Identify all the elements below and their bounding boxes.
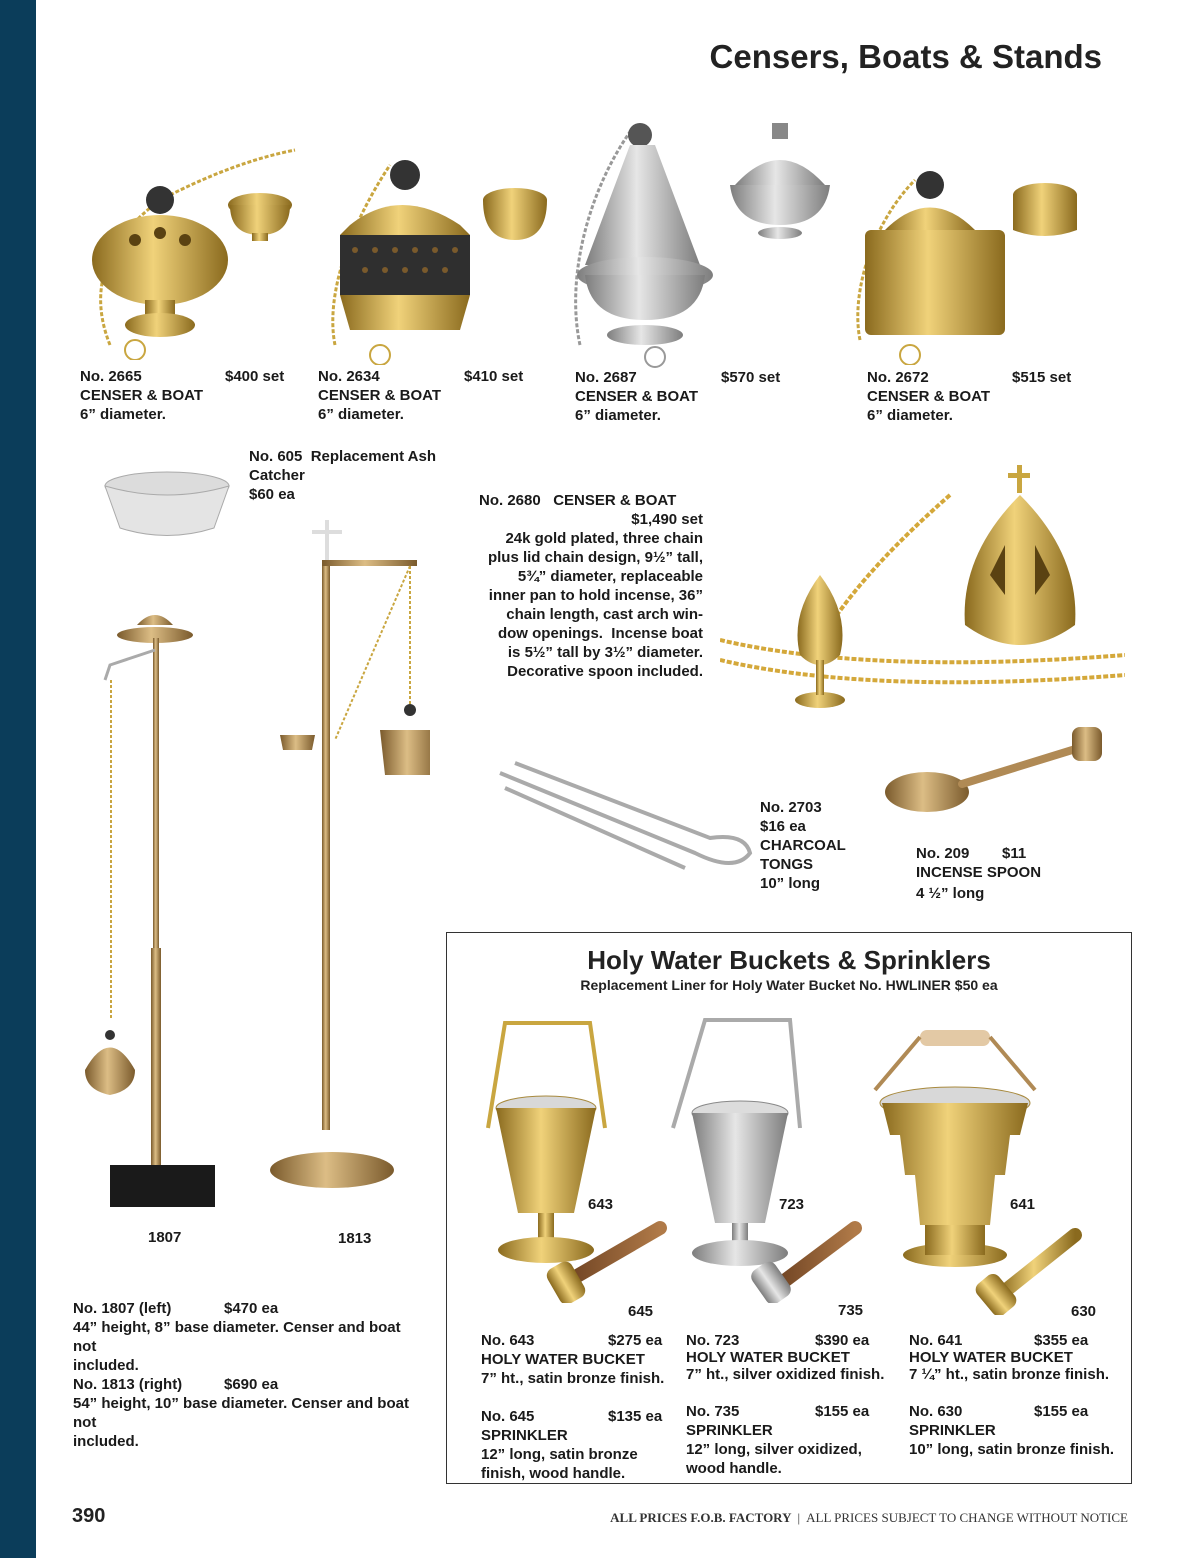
page-number: 390 <box>72 1505 106 1527</box>
tongs-desc: 10” long <box>760 875 821 892</box>
sprinkler-735-desc-1: 12” long, silver oxidized, <box>686 1441 862 1458</box>
spoon-name: INCENSE SPOON <box>916 864 1042 881</box>
censer-2665-desc: 6” diameter. <box>80 406 166 423</box>
charcoal-tongs-image <box>495 758 755 876</box>
censer-2687-desc: 6” diameter. <box>575 407 661 424</box>
stand-1807-desc-2: not <box>73 1338 97 1355</box>
sprinkler-735-price: $155 ea <box>815 1403 870 1420</box>
censer-2680-desc-2: plus lid chain design, 9½” tall, <box>487 549 703 566</box>
sprinkler-630-number: No. 630 <box>909 1403 963 1420</box>
censer-2680-desc-1: 24k gold plated, three chain <box>505 530 703 547</box>
bucket-643-desc: 7” ht., satin bronze finish. <box>481 1370 665 1387</box>
bucket-723-image <box>665 1018 865 1303</box>
censer-2680-image <box>720 465 1125 715</box>
sprinkler-735-desc-2: wood handle. <box>686 1460 782 1477</box>
censer-2680-desc-3: 5¾” diameter, replaceable <box>517 568 703 585</box>
stand-1813-image <box>270 515 430 1205</box>
sprinkler-645-label: 645 <box>628 1303 654 1320</box>
holy-water-title: Holy Water Buckets & Sprinklers <box>587 945 991 975</box>
bucket-643-image <box>470 1018 670 1303</box>
ash-catcher-line2: Catcher <box>249 467 305 484</box>
footer-note <box>610 1510 1128 1526</box>
censer-2672-desc: 6” diameter. <box>867 407 953 424</box>
sprinkler-645-desc-2: finish, wood handle. <box>481 1465 626 1482</box>
tongs-name-1: CHARCOAL <box>760 837 846 854</box>
censer-2665-price: $400 set <box>225 368 285 385</box>
censer-2680-desc-8: Decorative spoon included. <box>507 663 703 680</box>
stand-1807-image <box>75 590 235 1210</box>
stand-1807-number: No. 1807 (left) <box>73 1300 172 1317</box>
stand-1807-price: $470 ea <box>224 1300 279 1317</box>
stand-1807-desc-3: included. <box>73 1357 139 1374</box>
spoon-price: $11 <box>1002 845 1027 862</box>
bucket-641-number: No. 641 <box>909 1332 963 1349</box>
censer-2665-number: No. 2665 <box>80 368 142 385</box>
tongs-name-2: TONGS <box>760 856 814 873</box>
bucket-723-desc: 7” ht., silver oxidized finish. <box>686 1366 885 1383</box>
bucket-641-label: 641 <box>1010 1196 1036 1213</box>
sprinkler-630-price: $155 ea <box>1034 1403 1089 1420</box>
bucket-641-image <box>870 1025 1090 1315</box>
bucket-641-desc: 7 ¼” ht., satin bronze finish. <box>909 1366 1110 1383</box>
incense-spoon-image <box>882 722 1112 817</box>
censer-2680-desc-6: dow openings. Incense boat <box>497 625 703 642</box>
stand-1813-price: $690 ea <box>224 1376 279 1393</box>
bucket-643-price: $275 ea <box>608 1332 663 1349</box>
censer-2680-heading: No. 2680 CENSER & BOAT <box>479 492 677 509</box>
ash-catcher-line1: No. 605 Replacement Ash <box>249 448 437 465</box>
ash-catcher-price: $60 ea <box>249 486 295 503</box>
holy-water-subtitle: Replacement Liner for Holy Water Bucket No. HWLINER $50 ea <box>580 977 998 993</box>
bucket-643-name: HOLY WATER BUCKET <box>481 1351 645 1368</box>
censer-2665-image <box>80 145 310 360</box>
spoon-desc: 4 ½” long <box>916 885 985 902</box>
censer-2680-price: $1,490 set <box>631 511 703 528</box>
censer-2672-name: CENSER & BOAT <box>867 388 991 405</box>
stand-1813-desc-1: 54” height, 10” base diameter. Censer and boat <box>73 1395 409 1412</box>
stand-1807-desc-1: 44” height, 8” base diameter. Censer and boat <box>73 1319 401 1336</box>
censer-2687-name: CENSER & BOAT <box>575 388 699 405</box>
censer-2687-image <box>560 115 840 370</box>
footer-right: ALL PRICES SUBJECT TO CHANGE WITHOUT NOTICE <box>806 1510 1128 1525</box>
sprinkler-630-name: SPRINKLER <box>909 1422 996 1439</box>
sidebar-band <box>0 0 36 1558</box>
footer-separator: | <box>797 1510 801 1525</box>
censer-2634-price: $410 set <box>464 368 524 385</box>
censer-2687-number: No. 2687 <box>575 369 637 386</box>
sprinkler-735-name: SPRINKLER <box>686 1422 773 1439</box>
censer-2634-number: No. 2634 <box>318 368 380 385</box>
censer-2634-name: CENSER & BOAT <box>318 387 442 404</box>
ash-catcher-image <box>100 468 235 543</box>
sprinkler-735-label: 735 <box>838 1302 864 1319</box>
page-title: Censers, Boats & Stands <box>709 38 1102 75</box>
sprinkler-645-name: SPRINKLER <box>481 1427 568 1444</box>
censer-2687-price: $570 set <box>721 369 781 386</box>
censer-2672-price: $515 set <box>1012 369 1072 386</box>
tongs-price: $16 ea <box>760 818 806 835</box>
censer-2672-number: No. 2672 <box>867 369 929 386</box>
bucket-643-label: 643 <box>588 1196 614 1213</box>
sprinkler-630-label: 630 <box>1071 1303 1097 1320</box>
footer-left: ALL PRICES F.O.B. FACTORY <box>610 1510 792 1525</box>
bucket-643-number: No. 643 <box>481 1332 535 1349</box>
stand-1807-label: 1807 <box>148 1229 182 1246</box>
censer-2634-desc: 6” diameter. <box>318 406 404 423</box>
stand-1813-label: 1813 <box>338 1230 372 1247</box>
spoon-number: No. 209 <box>916 845 970 862</box>
sprinkler-645-price: $135 ea <box>608 1408 663 1425</box>
sprinkler-735-number: No. 735 <box>686 1403 740 1420</box>
censer-2680-desc-7: is 5½” tall by 3½” diameter. <box>507 644 703 661</box>
censer-2665-name: CENSER & BOAT <box>80 387 204 404</box>
censer-2634-image <box>320 145 560 365</box>
bucket-723-price: $390 ea <box>815 1332 870 1349</box>
sprinkler-645-desc-1: 12” long, satin bronze <box>481 1446 638 1463</box>
censer-2680-desc-4: inner pan to hold incense, 36” <box>488 587 703 604</box>
stand-1813-number: No. 1813 (right) <box>73 1376 183 1393</box>
bucket-641-price: $355 ea <box>1034 1332 1089 1349</box>
sprinkler-630-desc-1: 10” long, satin bronze finish. <box>909 1441 1115 1458</box>
bucket-723-label: 723 <box>779 1196 805 1213</box>
sprinkler-645-number: No. 645 <box>481 1408 535 1425</box>
bucket-723-name: HOLY WATER BUCKET <box>686 1349 850 1366</box>
censer-2672-image <box>845 160 1095 365</box>
bucket-723-number: No. 723 <box>686 1332 740 1349</box>
censer-2680-desc-5: chain length, cast arch win- <box>506 606 703 623</box>
bucket-641-name: HOLY WATER BUCKET <box>909 1349 1073 1366</box>
stand-1813-desc-2: not <box>73 1414 97 1431</box>
stand-1813-desc-3: included. <box>73 1433 139 1450</box>
tongs-number: No. 2703 <box>760 799 822 816</box>
